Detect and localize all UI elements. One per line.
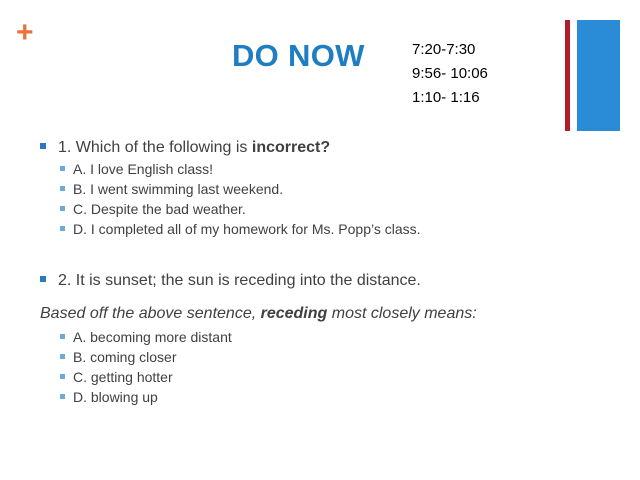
prompt-prefix: Based off the above sentence, <box>40 305 261 322</box>
question-2-text: 2. It is sunset; the sun is receding into the distance. <box>58 272 421 289</box>
bullet-icon <box>40 276 46 282</box>
bullet-icon <box>60 226 65 231</box>
question-2-prompt <box>40 305 477 323</box>
bullet-icon <box>60 334 65 339</box>
q1-option-d <box>60 221 421 237</box>
class-time: 7:20-7:30 <box>412 41 476 58</box>
decorative-blue-block <box>577 20 620 131</box>
option-text: D. blowing up <box>73 389 158 405</box>
q1-option-b <box>60 181 283 197</box>
bullet-icon <box>60 374 65 379</box>
bullet-icon <box>60 354 65 359</box>
q1-option-a <box>60 161 213 177</box>
option-text: A. I love English class! <box>73 161 214 177</box>
prompt-emphasis: receding <box>260 305 328 322</box>
option-text: A. becoming more distant <box>73 329 232 345</box>
plus-icon: + <box>16 16 34 49</box>
option-text: B. coming closer <box>73 349 177 365</box>
prompt-suffix: most closely means: <box>327 305 477 322</box>
class-time: 9:56- 10:06 <box>412 65 488 82</box>
bullet-icon <box>60 186 65 191</box>
bullet-icon <box>60 166 65 171</box>
bullet-icon <box>40 143 46 149</box>
option-text: C. Despite the bad weather. <box>73 201 246 217</box>
q2-option-d <box>60 389 158 405</box>
bullet-icon <box>60 206 65 211</box>
question-2 <box>40 272 421 290</box>
decorative-red-bar <box>565 20 570 131</box>
q2-option-a <box>60 329 232 345</box>
q2-option-b <box>60 349 176 365</box>
bullet-icon <box>60 394 65 399</box>
q1-option-c <box>60 201 246 217</box>
class-time: 1:10- 1:16 <box>412 89 480 106</box>
option-text: B. I went swimming last weekend. <box>73 181 284 197</box>
question-1-text: 1. Which of the following is <box>58 139 252 156</box>
question-1 <box>40 139 330 157</box>
option-text: D. I completed all of my homework for Ms. Popp’s class. <box>73 221 421 237</box>
question-1-emphasis: incorrect? <box>251 139 331 156</box>
q2-option-c <box>60 369 173 385</box>
class-times <box>412 38 488 110</box>
slide-title: DO NOW <box>232 38 365 73</box>
option-text: C. getting hotter <box>73 369 173 385</box>
